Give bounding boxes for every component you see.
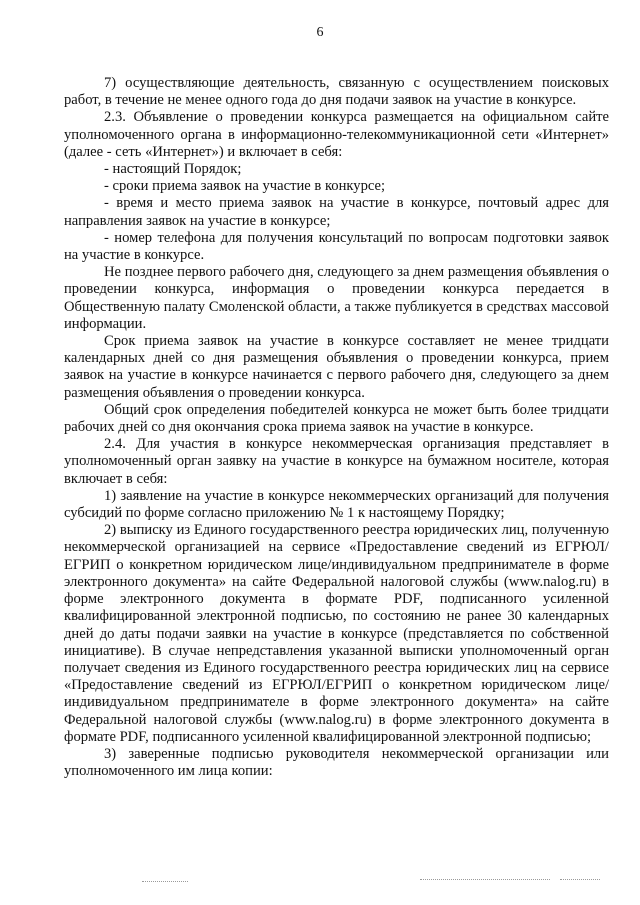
document-body: [64, 75, 609, 780]
scan-artifact-marks: [0, 878, 640, 888]
paragraph-winners-term: Общий срок определения победителей конкурса не может быть более тридцати рабочих дней со дня окончания срока приема заявок на участие в конкурсе.: [64, 401, 609, 436]
paragraph-application-period: Срок приема заявок на участие в конкурсе составляет не менее тридцати календарных дней со дня размещения объявления о проведении конкурса, прием заявок на участие в конкурсе начинается с первого рабочего дня, следующего за днем размещения объявления о проведении конкурса.: [64, 333, 609, 401]
list-item-deadlines: - сроки приема заявок на участие в конкурсе;: [104, 178, 386, 195]
paragraph-2-4-application: 2.4. Для участия в конкурсе некоммерческая организация представляет в уполномоченный орган заявку на участие в конкурсе на бумажном носителе, которая включает в себя:: [64, 436, 609, 487]
list-item-time-place: - время и место приема заявок на участие в конкурсе, почтовый адрес для направления заявок на участие в конкурсе;: [64, 195, 609, 229]
paragraph-public-chamber: Не позднее первого рабочего дня, следующего за днем размещения объявления о проведении конкурса, информация о проведении конкурса передается в Общественную палату Смоленской области, а также публикуется в средствах массовой информации.: [64, 264, 609, 332]
list-item-certified-copies: 3) заверенные подписью руководителя некоммерческой организации или уполномоченного им лица копии:: [64, 745, 609, 780]
list-item-phone: - номер телефона для получения консультаций по вопросам подготовки заявок на участие в конкурсе.: [64, 229, 609, 264]
list-item-procedure: - настоящий Порядок;: [104, 161, 242, 178]
scan-mark-right: [420, 879, 550, 880]
paragraph-2-3-announcement: 2.3. Объявление о проведении конкурса размещается на официальном сайте уполномоченного органа в информационно-телекоммуникационной сети «Интернет» (далее - сеть «Интернет») и включает в себя:: [64, 109, 609, 160]
paragraph-search-works: 7) осуществляющие деятельность, связанную с осуществлением поисковых работ, в течение не менее одного года до дня подачи заявок на участие в конкурсе.: [64, 75, 609, 109]
scan-mark-far-right: [560, 879, 600, 880]
page-number: 6: [316, 25, 324, 40]
list-item-egrul-extract: 2) выписку из Единого государственного реестра юридических лиц, полученную некоммерческой организацией на сервисе «Предоставление сведений из ЕГРЮЛ/ЕГРИП о конкретном юридическом лице/индивидуальном предпринимателе в форме электронного документа» на сайте Федеральной налоговой службы (www.nalog.ru) в форме электронного документа в формате PDF, подписанного усиленной квалифицированной электронной подписью, по состоянию не ранее 30 календарных дней до даты подачи заявки на участие в конкурсе (представляется по собственной инициативе). В случае непредставления указанной выписки уполномоченный орган получает сведения из Единого государственного реестра юридических лиц на сервисе «Предоставление сведений из ЕГРЮЛ/ЕГРИП о конкретном юридическом лице/индивидуальном предпринимателе в форме электронного документа» на сайте Федеральной налоговой службы (www.nalog.ru) в форме электронного документа в формате PDF, подписанного усиленной квалифицированной электронной подписью;: [64, 522, 609, 745]
scan-mark-left: [142, 881, 188, 882]
list-item-statement: 1) заявление на участие в конкурсе некоммерческих организаций для получения субсидий по форме согласно приложению № 1 к настоящему Порядку;: [64, 487, 609, 522]
